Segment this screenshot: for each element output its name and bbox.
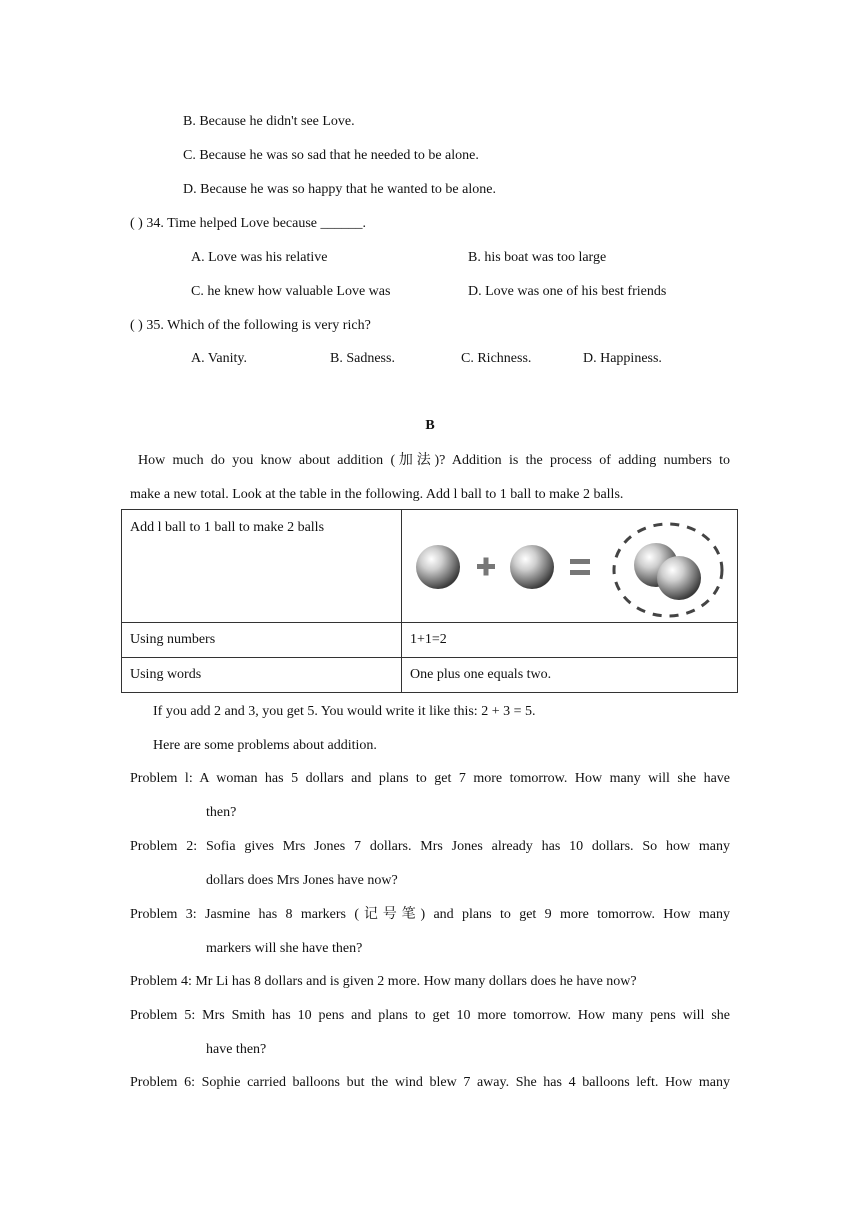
- q34-stem: ( ) 34. Time helped Love because ______.: [130, 216, 367, 231]
- body-paragraph-2: Here are some problems about addition.: [153, 738, 377, 753]
- table-cell-label: Using words: [122, 658, 402, 693]
- problem-3-line-1: Problem 3: Jasmine has 8 markers (记号笔) and plans to get 9 more tomorrow. How many: [130, 907, 730, 922]
- problem-2-line-1: Problem 2: Sofia gives Mrs Jones 7 dollars. Mrs Jones already has 10 dollars. So how many: [130, 839, 730, 854]
- q35-option-c: C. Richness.: [461, 351, 532, 366]
- problem-1-line-2: then?: [206, 805, 237, 820]
- q35-option-a: A. Vanity.: [191, 351, 247, 366]
- problem-1-line-1: Problem l: A woman has 5 dollars and plans to get 7 more tomorrow. How many will she have: [130, 771, 730, 786]
- q33-option-c: C. Because he was so sad that he needed to be alone.: [183, 148, 479, 163]
- problem-5-line-1: Problem 5: Mrs Smith has 10 pens and plans to get 10 more tomorrow. How many pens will she: [130, 1008, 730, 1023]
- ball-icon: [510, 545, 554, 589]
- q35-stem: ( ) 35. Which of the following is very rich?: [130, 318, 371, 333]
- q34-option-b: B. his boat was too large: [468, 250, 607, 265]
- problem-6-line-1: Problem 6: Sophie carried balloons but the wind blew 7 away. She has 4 balloons left. How many: [130, 1075, 730, 1090]
- table-cell-value: 1+1=2: [402, 623, 738, 658]
- table-cell-value: One plus one equals two.: [402, 658, 738, 693]
- body-paragraph-1: If you add 2 and 3, you get 5. You would write it like this: 2 + 3 = 5.: [153, 704, 536, 719]
- q33-option-d: D. Because he was so happy that he wanted to be alone.: [183, 182, 496, 197]
- problem-5-line-2: have then?: [206, 1042, 267, 1057]
- table-cell-label: Using numbers: [122, 623, 402, 658]
- plus-icon: [477, 558, 495, 576]
- ball-icon: [657, 556, 701, 600]
- q35-option-b: B. Sadness.: [330, 351, 395, 366]
- intro-line-1: How much do you know about addition (加法)? Addition is the process of adding numbers to: [138, 453, 730, 468]
- addition-table: [121, 509, 738, 693]
- problem-2-line-2: dollars does Mrs Jones have now?: [206, 873, 398, 888]
- section-heading: B: [425, 418, 435, 433]
- table-cell-label: Add l ball to 1 ball to make 2 balls: [122, 510, 402, 623]
- balls-addition-illustration: [402, 510, 736, 622]
- q34-option-a: A. Love was his relative: [191, 250, 328, 265]
- problem-3-line-2: markers will she have then?: [206, 941, 363, 956]
- table-cell-illustration: [402, 510, 738, 623]
- problem-4-line-1: Problem 4: Mr Li has 8 dollars and is given 2 more. How many dollars does he have now?: [130, 974, 637, 989]
- equals-icon: [570, 559, 590, 575]
- intro-line-2: make a new total. Look at the table in the following. Add l ball to 1 ball to make 2 balls.: [130, 487, 624, 502]
- q34-option-c: C. he knew how valuable Love was: [191, 284, 391, 299]
- q33-option-b: B. Because he didn't see Love.: [183, 114, 355, 129]
- q35-option-d: D. Happiness.: [583, 351, 662, 366]
- q34-option-d: D. Love was one of his best friends: [468, 284, 667, 299]
- ball-icon: [416, 545, 460, 589]
